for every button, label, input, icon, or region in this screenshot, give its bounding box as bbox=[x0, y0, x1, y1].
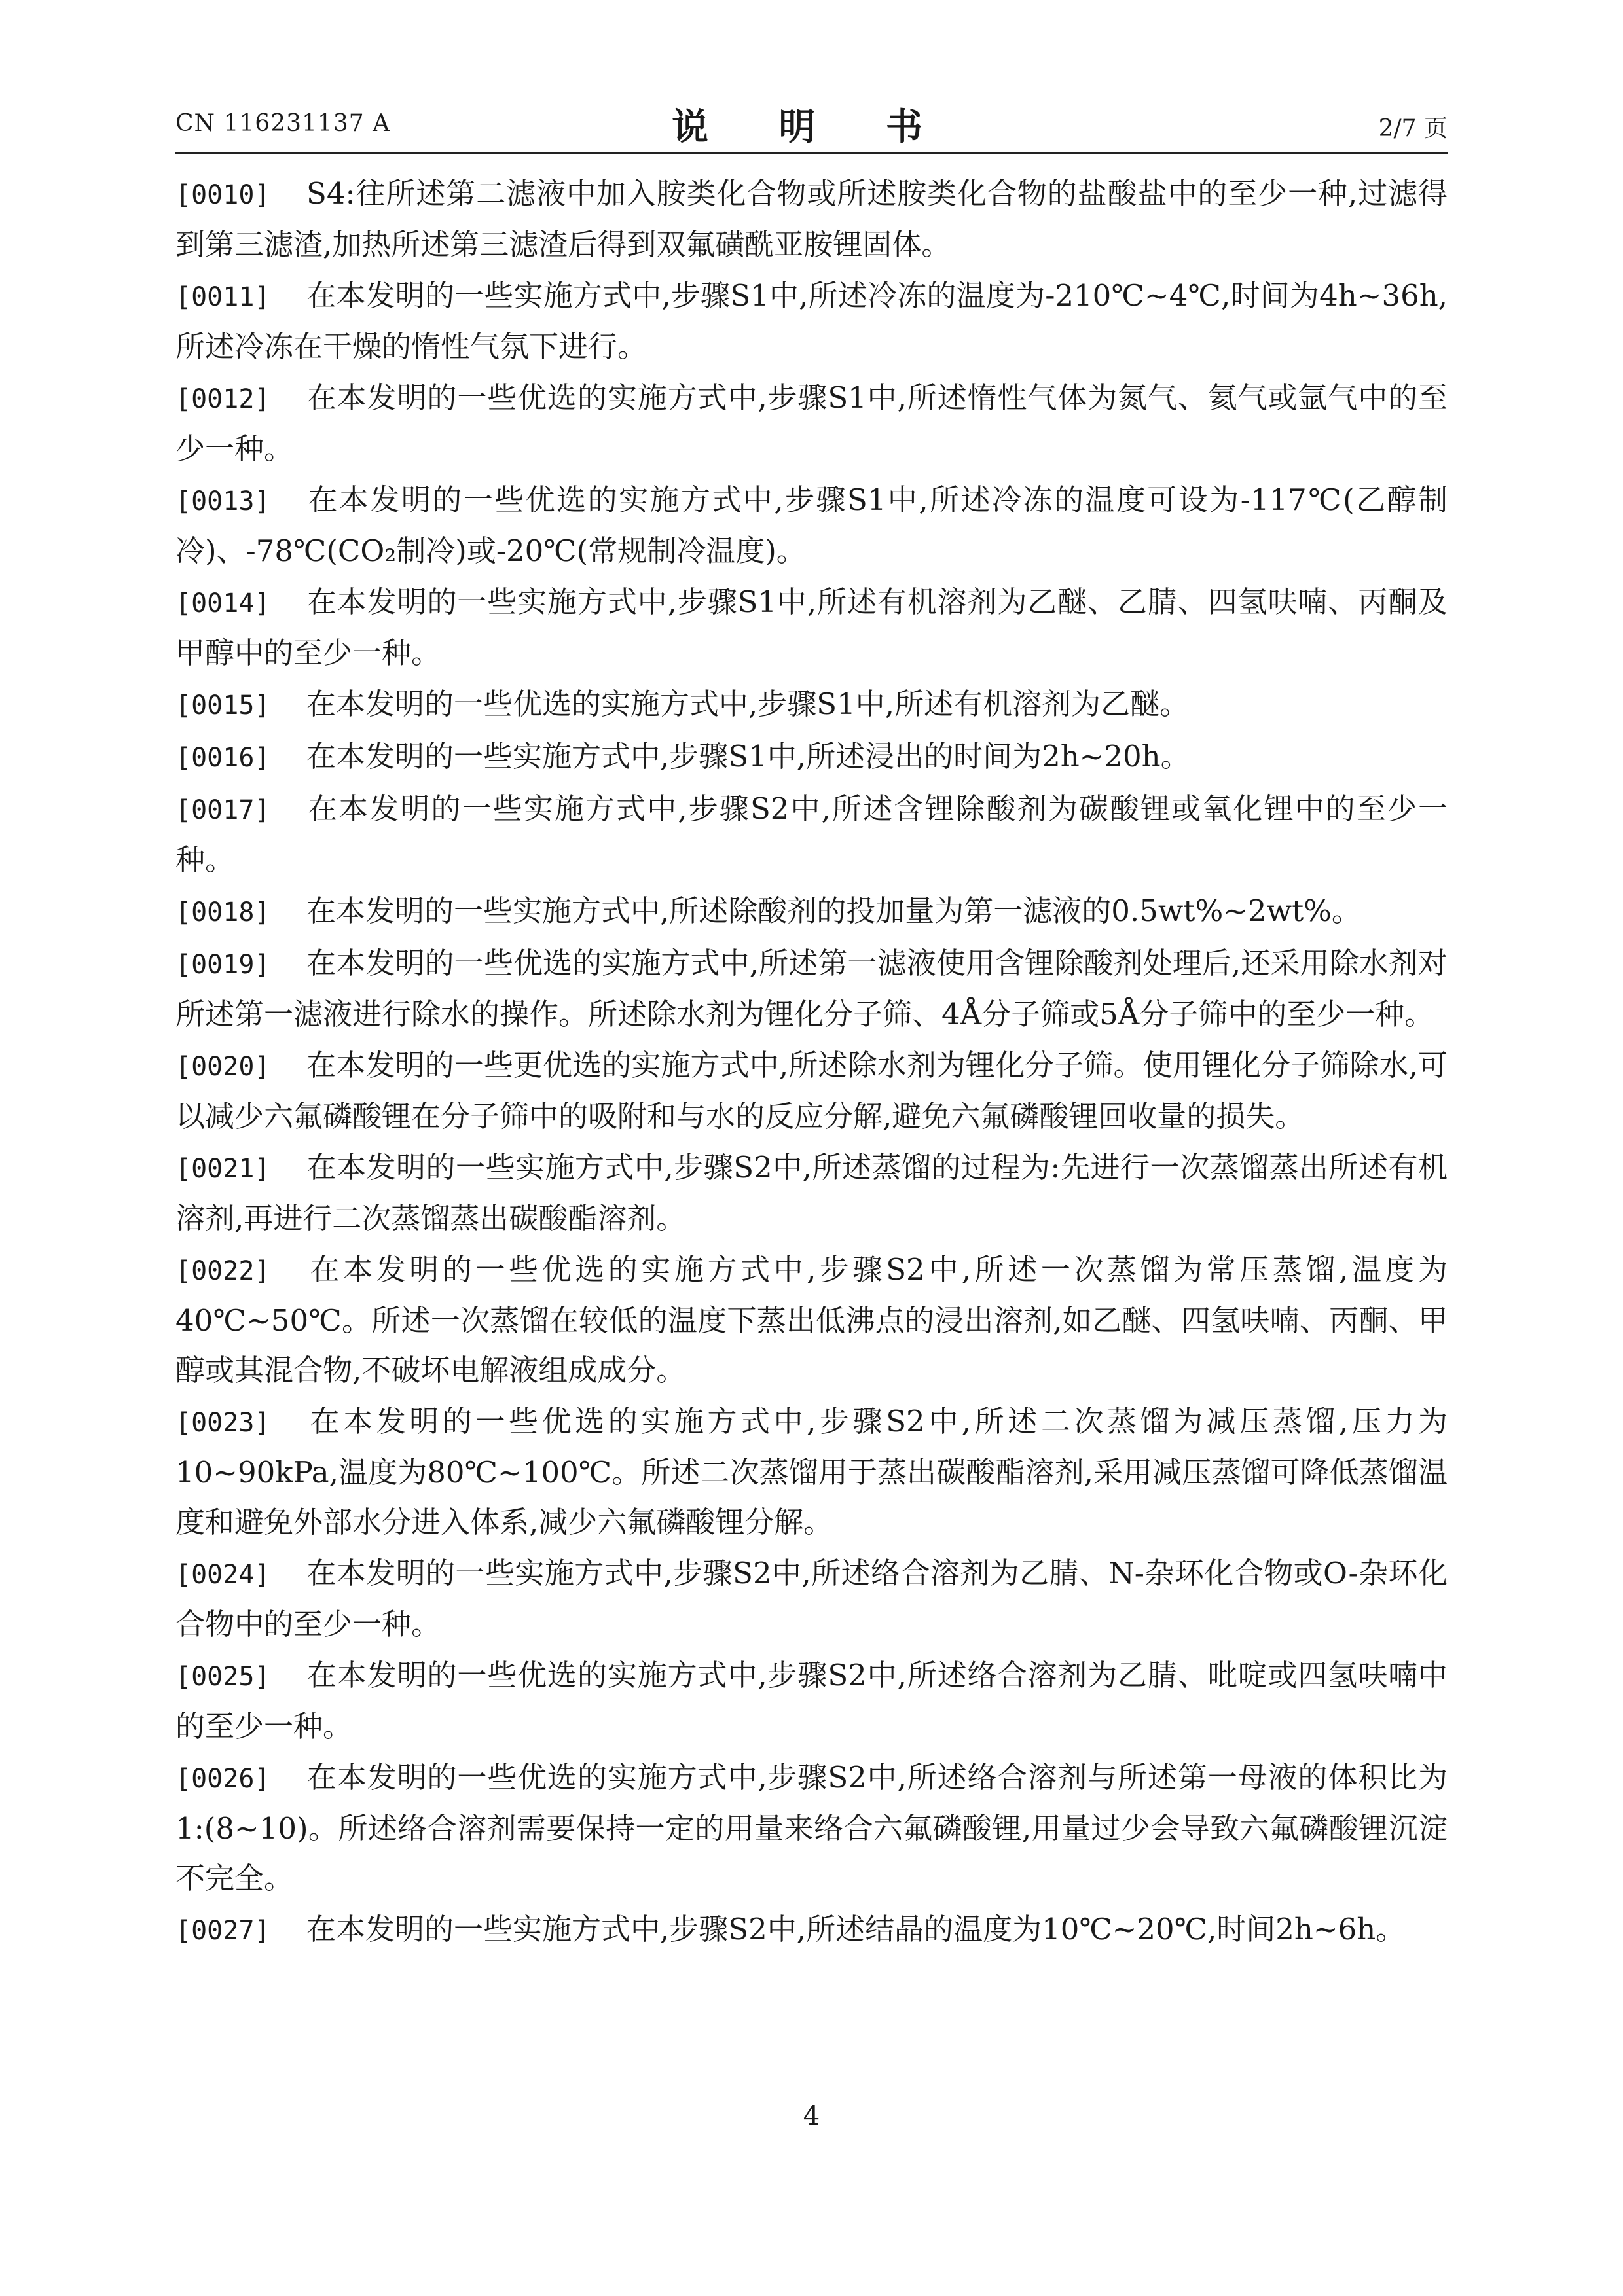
paragraph bbox=[175, 939, 1448, 1039]
paragraph-text: 在本发明的一些实施方式中,步骤S1中,所述有机溶剂为乙醚、乙腈、四氢呋喃、丙酮及甲醇中的至少一种。 bbox=[175, 584, 1448, 670]
paragraph-text: 在本发明的一些优选的实施方式中,步骤S1中,所述冷冻的温度可设为-117℃(乙醇制冷)、-78℃(CO₂制冷)或-20℃(常规制冷温度)。 bbox=[175, 482, 1448, 568]
paragraph-text: 在本发明的一些实施方式中,步骤S2中,所述含锂除酸剂为碳酸锂或氧化锂中的至少一种。 bbox=[175, 791, 1448, 877]
header-rule bbox=[175, 152, 1448, 154]
paragraph bbox=[175, 732, 1448, 783]
document-body bbox=[175, 169, 1448, 1957]
page-header bbox=[175, 98, 1448, 151]
paragraph bbox=[175, 577, 1448, 678]
paragraph-text: 在本发明的一些优选的实施方式中,步骤S2中,所述二次蒸馏为减压蒸馏,压力为10~90kPa,温度为80℃~100℃。所述二次蒸馏用于蒸出碳酸酯溶剂,采用减压蒸馏可降低蒸馏温度和避免外部水分进入体系,减少六氟磷酸锂分解。 bbox=[175, 1404, 1448, 1539]
paragraph-text: 在本发明的一些优选的实施方式中,步骤S1中,所述有机溶剂为乙醚。 bbox=[306, 687, 1190, 721]
paragraph-text: 在本发明的一些优选的实施方式中,步骤S1中,所述惰性气体为氮气、氦气或氩气中的至少一种。 bbox=[175, 380, 1448, 466]
paragraph-number: [0010] bbox=[175, 180, 270, 210]
paragraph-number: [0026] bbox=[175, 1764, 270, 1794]
paragraph-text: 在本发明的一些实施方式中,步骤S1中,所述冷冻的温度为-210℃~4℃,时间为4h~36h,所述冷冻在干燥的惰性气氛下进行。 bbox=[175, 278, 1448, 364]
paragraph-number: [0024] bbox=[175, 1560, 270, 1590]
page-info: 2/7 页 bbox=[1378, 115, 1448, 142]
paragraph bbox=[175, 1397, 1448, 1547]
paragraph bbox=[175, 1143, 1448, 1244]
paragraph-number: [0027] bbox=[175, 1916, 270, 1946]
paragraph-text: 在本发明的一些实施方式中,步骤S2中,所述结晶的温度为10℃~20℃,时间2h~6h。 bbox=[306, 1912, 1406, 1946]
paragraph bbox=[175, 169, 1448, 270]
paragraph bbox=[175, 475, 1448, 576]
doc-number: CN 116231137 A bbox=[175, 110, 391, 137]
paragraph-number: [0015] bbox=[175, 691, 270, 721]
paragraph-number: [0013] bbox=[175, 486, 270, 516]
paragraph-number: [0023] bbox=[175, 1408, 270, 1438]
paragraph-text: S4:往所述第二滤液中加入胺类化合物或所述胺类化合物的盐酸盐中的至少一种,过滤得到第三滤渣,加热所述第三滤渣后得到双氟磺酰亚胺锂固体。 bbox=[175, 176, 1448, 262]
paragraph bbox=[175, 886, 1448, 937]
paragraph bbox=[175, 1549, 1448, 1649]
paragraph-text: 在本发明的一些实施方式中,步骤S1中,所述浸出的时间为2h~20h。 bbox=[306, 739, 1190, 774]
paragraph-number: [0020] bbox=[175, 1052, 270, 1082]
paragraph-text: 在本发明的一些实施方式中,步骤S2中,所述蒸馏的过程为:先进行一次蒸馏蒸出所述有机溶剂,再进行二次蒸馏蒸出碳酸酯溶剂。 bbox=[175, 1150, 1448, 1236]
paragraph bbox=[175, 679, 1448, 730]
paragraph-text: 在本发明的一些优选的实施方式中,步骤S2中,所述络合溶剂与所述第一母液的体积比为1:(8~10)。所述络合溶剂需要保持一定的用量来络合六氟磷酸锂,用量过少会导致六氟磷酸锂沉淀不完全。 bbox=[175, 1760, 1448, 1895]
paragraph-number: [0025] bbox=[175, 1662, 270, 1692]
paragraph-number: [0022] bbox=[175, 1256, 270, 1286]
paragraph-text: 在本发明的一些实施方式中,所述除酸剂的投加量为第一滤液的0.5wt%~2wt%。 bbox=[306, 893, 1361, 928]
page-title: 说 明 书 bbox=[672, 105, 951, 149]
paragraph-number: [0018] bbox=[175, 897, 270, 927]
paragraph-number: [0019] bbox=[175, 950, 270, 980]
paragraph-text: 在本发明的一些优选的实施方式中,步骤S2中,所述一次蒸馏为常压蒸馏,温度为40℃~50℃。所述一次蒸馏在较低的温度下蒸出低沸点的浸出溶剂,如乙醚、四氢呋喃、丙酮、甲醇或其混合物,不破坏电解液组成成分。 bbox=[175, 1252, 1448, 1388]
paragraph-text: 在本发明的一些实施方式中,步骤S2中,所述络合溶剂为乙腈、N-杂环化合物或O-杂环化合物中的至少一种。 bbox=[175, 1556, 1448, 1641]
page-number: 4 bbox=[803, 2101, 820, 2131]
paragraph bbox=[175, 1041, 1448, 1141]
paragraph-number: [0021] bbox=[175, 1154, 270, 1184]
paragraph bbox=[175, 1905, 1448, 1956]
paragraph-number: [0014] bbox=[175, 588, 270, 619]
paragraph bbox=[175, 1245, 1448, 1395]
paragraph bbox=[175, 784, 1448, 885]
paragraph bbox=[175, 1753, 1448, 1903]
paragraph-text: 在本发明的一些优选的实施方式中,步骤S2中,所述络合溶剂为乙腈、吡啶或四氢呋喃中的至少一种。 bbox=[175, 1658, 1448, 1744]
paragraph-text: 在本发明的一些优选的实施方式中,所述第一滤液使用含锂除酸剂处理后,还采用除水剂对所述第一滤液进行除水的操作。所述除水剂为锂化分子筛、4Å分子筛或5Å分子筛中的至少一种。 bbox=[175, 946, 1448, 1031]
paragraph-number: [0012] bbox=[175, 384, 270, 414]
paragraph-number: [0011] bbox=[175, 282, 270, 312]
paragraph bbox=[175, 1651, 1448, 1751]
paragraph bbox=[175, 271, 1448, 372]
paragraph-number: [0016] bbox=[175, 743, 270, 773]
paragraph-text: 在本发明的一些更优选的实施方式中,所述除水剂为锂化分子筛。使用锂化分子筛除水,可以减少六氟磷酸锂在分子筛中的吸附和与水的反应分解,避免六氟磷酸锂回收量的损失。 bbox=[175, 1048, 1448, 1134]
paragraph-number: [0017] bbox=[175, 795, 270, 825]
paragraph bbox=[175, 373, 1448, 474]
